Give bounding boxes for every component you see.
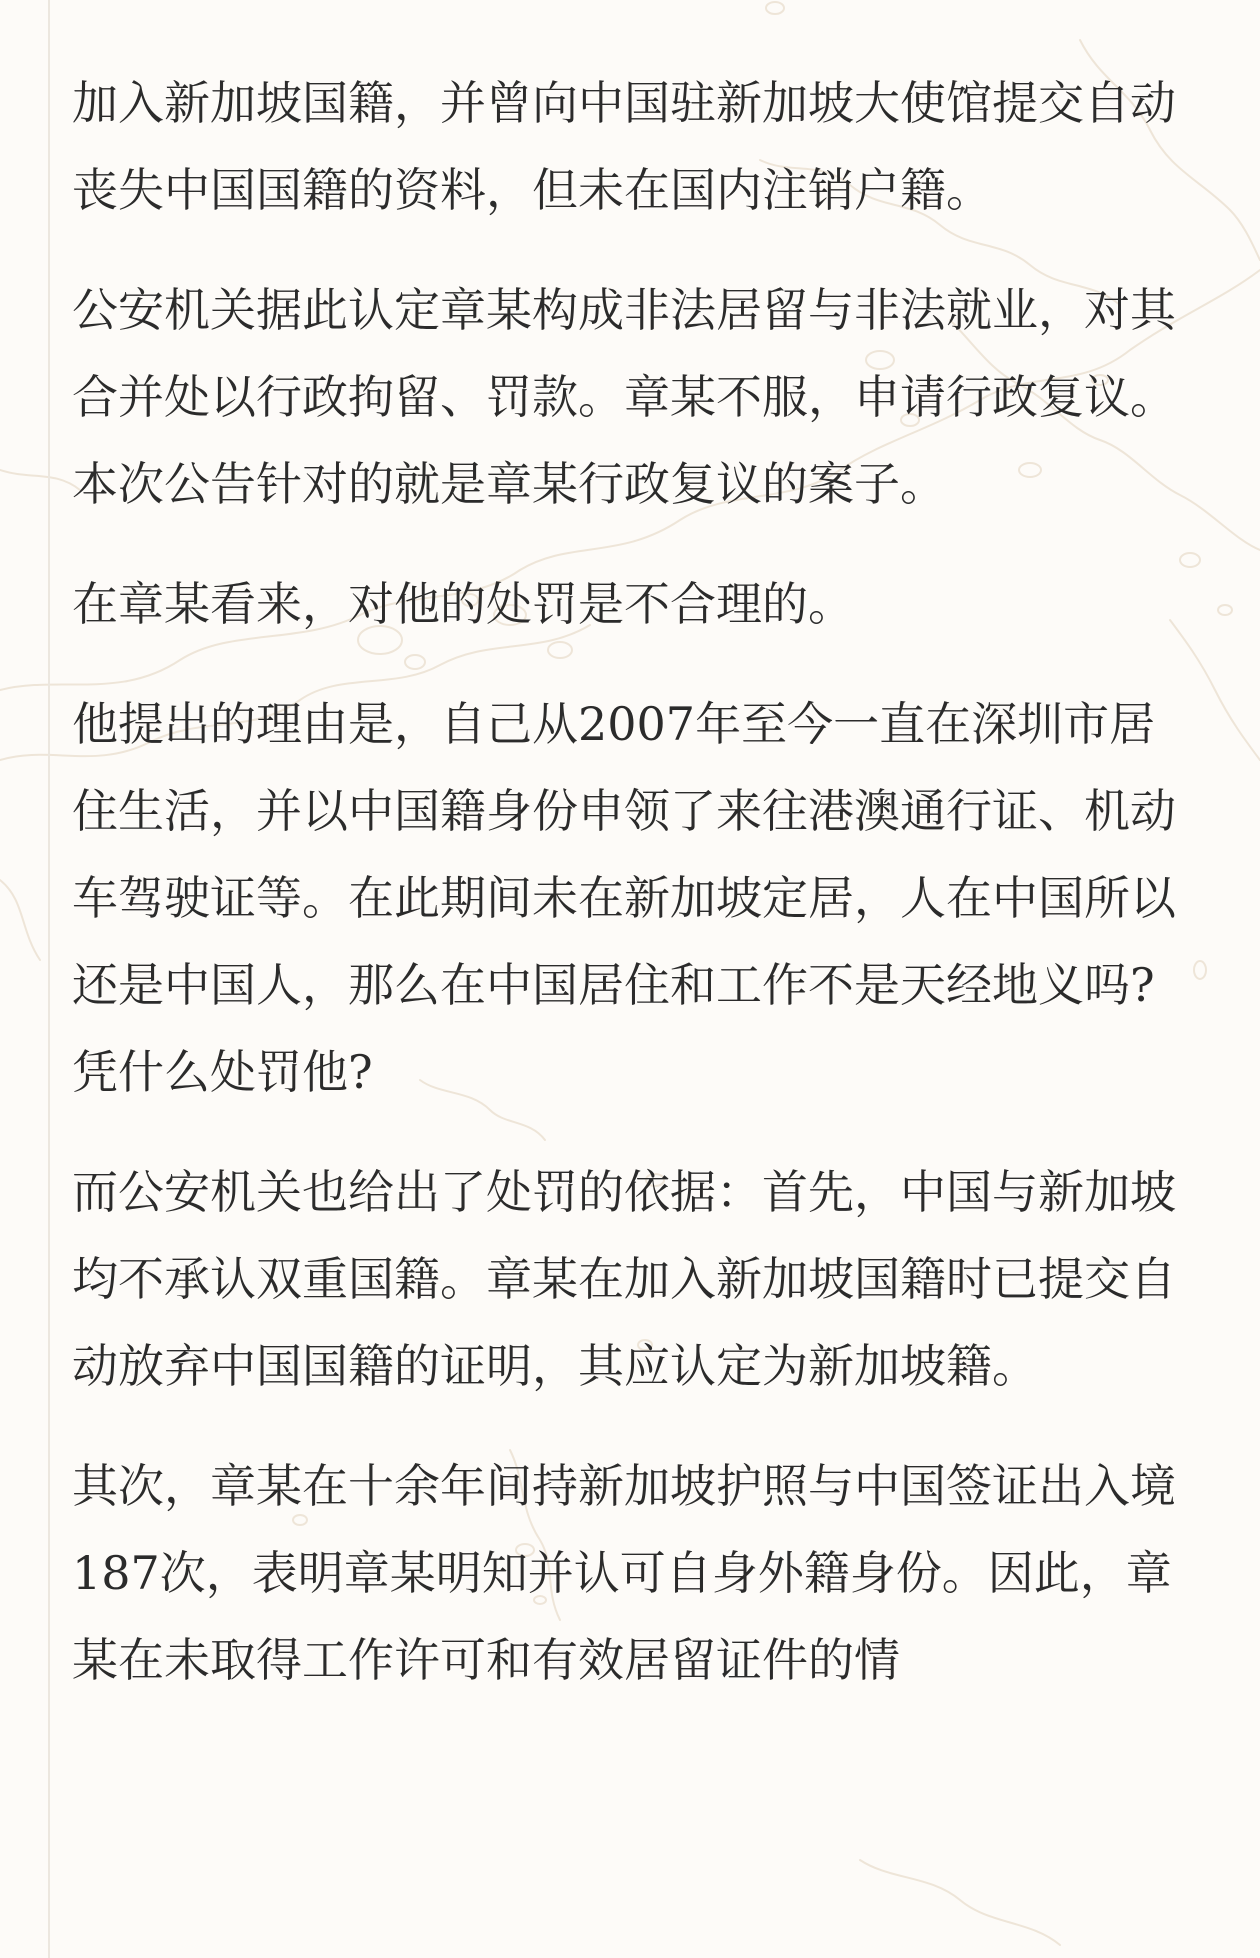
paragraph: 而公安机关也给出了处罚的依据：首先，中国与新加坡均不承认双重国籍。章某在加入新加坡国籍时已提交自动放弃中国国籍的证明，其应认定为新加坡籍。 [72, 1165, 1176, 1393]
left-margin-rule [48, 0, 50, 1958]
paragraph: 其次，章某在十余年间持新加坡护照与中国签证出入境187次，表明章某明知并认可自身外籍身份。因此，章某在未取得工作许可和有效居留证件的情 [72, 1459, 1176, 1687]
article-body [72, 60, 1197, 1737]
paragraph: 公安机关据此认定章某构成非法居留与非法就业，对其合并处以行政拘留、罚款。章某不服，申请行政复议。本次公告针对的就是章某行政复议的案子。 [72, 283, 1176, 511]
paragraph: 他提出的理由是，自己从2007年至今一直在深圳市居住生活，并以中国籍身份申领了来往港澳通行证、机动车驾驶证等。在此期间未在新加坡定居，人在中国所以还是中国人，那么在中国居住和工作不是天经地义吗?凭什么处罚他? [72, 697, 1176, 1099]
paragraph: 加入新加坡国籍，并曾向中国驻新加坡大使馆提交自动丧失中国国籍的资料，但未在国内注销户籍。 [72, 76, 1176, 217]
paragraph: 在章某看来，对他的处罚是不合理的。 [72, 577, 854, 631]
